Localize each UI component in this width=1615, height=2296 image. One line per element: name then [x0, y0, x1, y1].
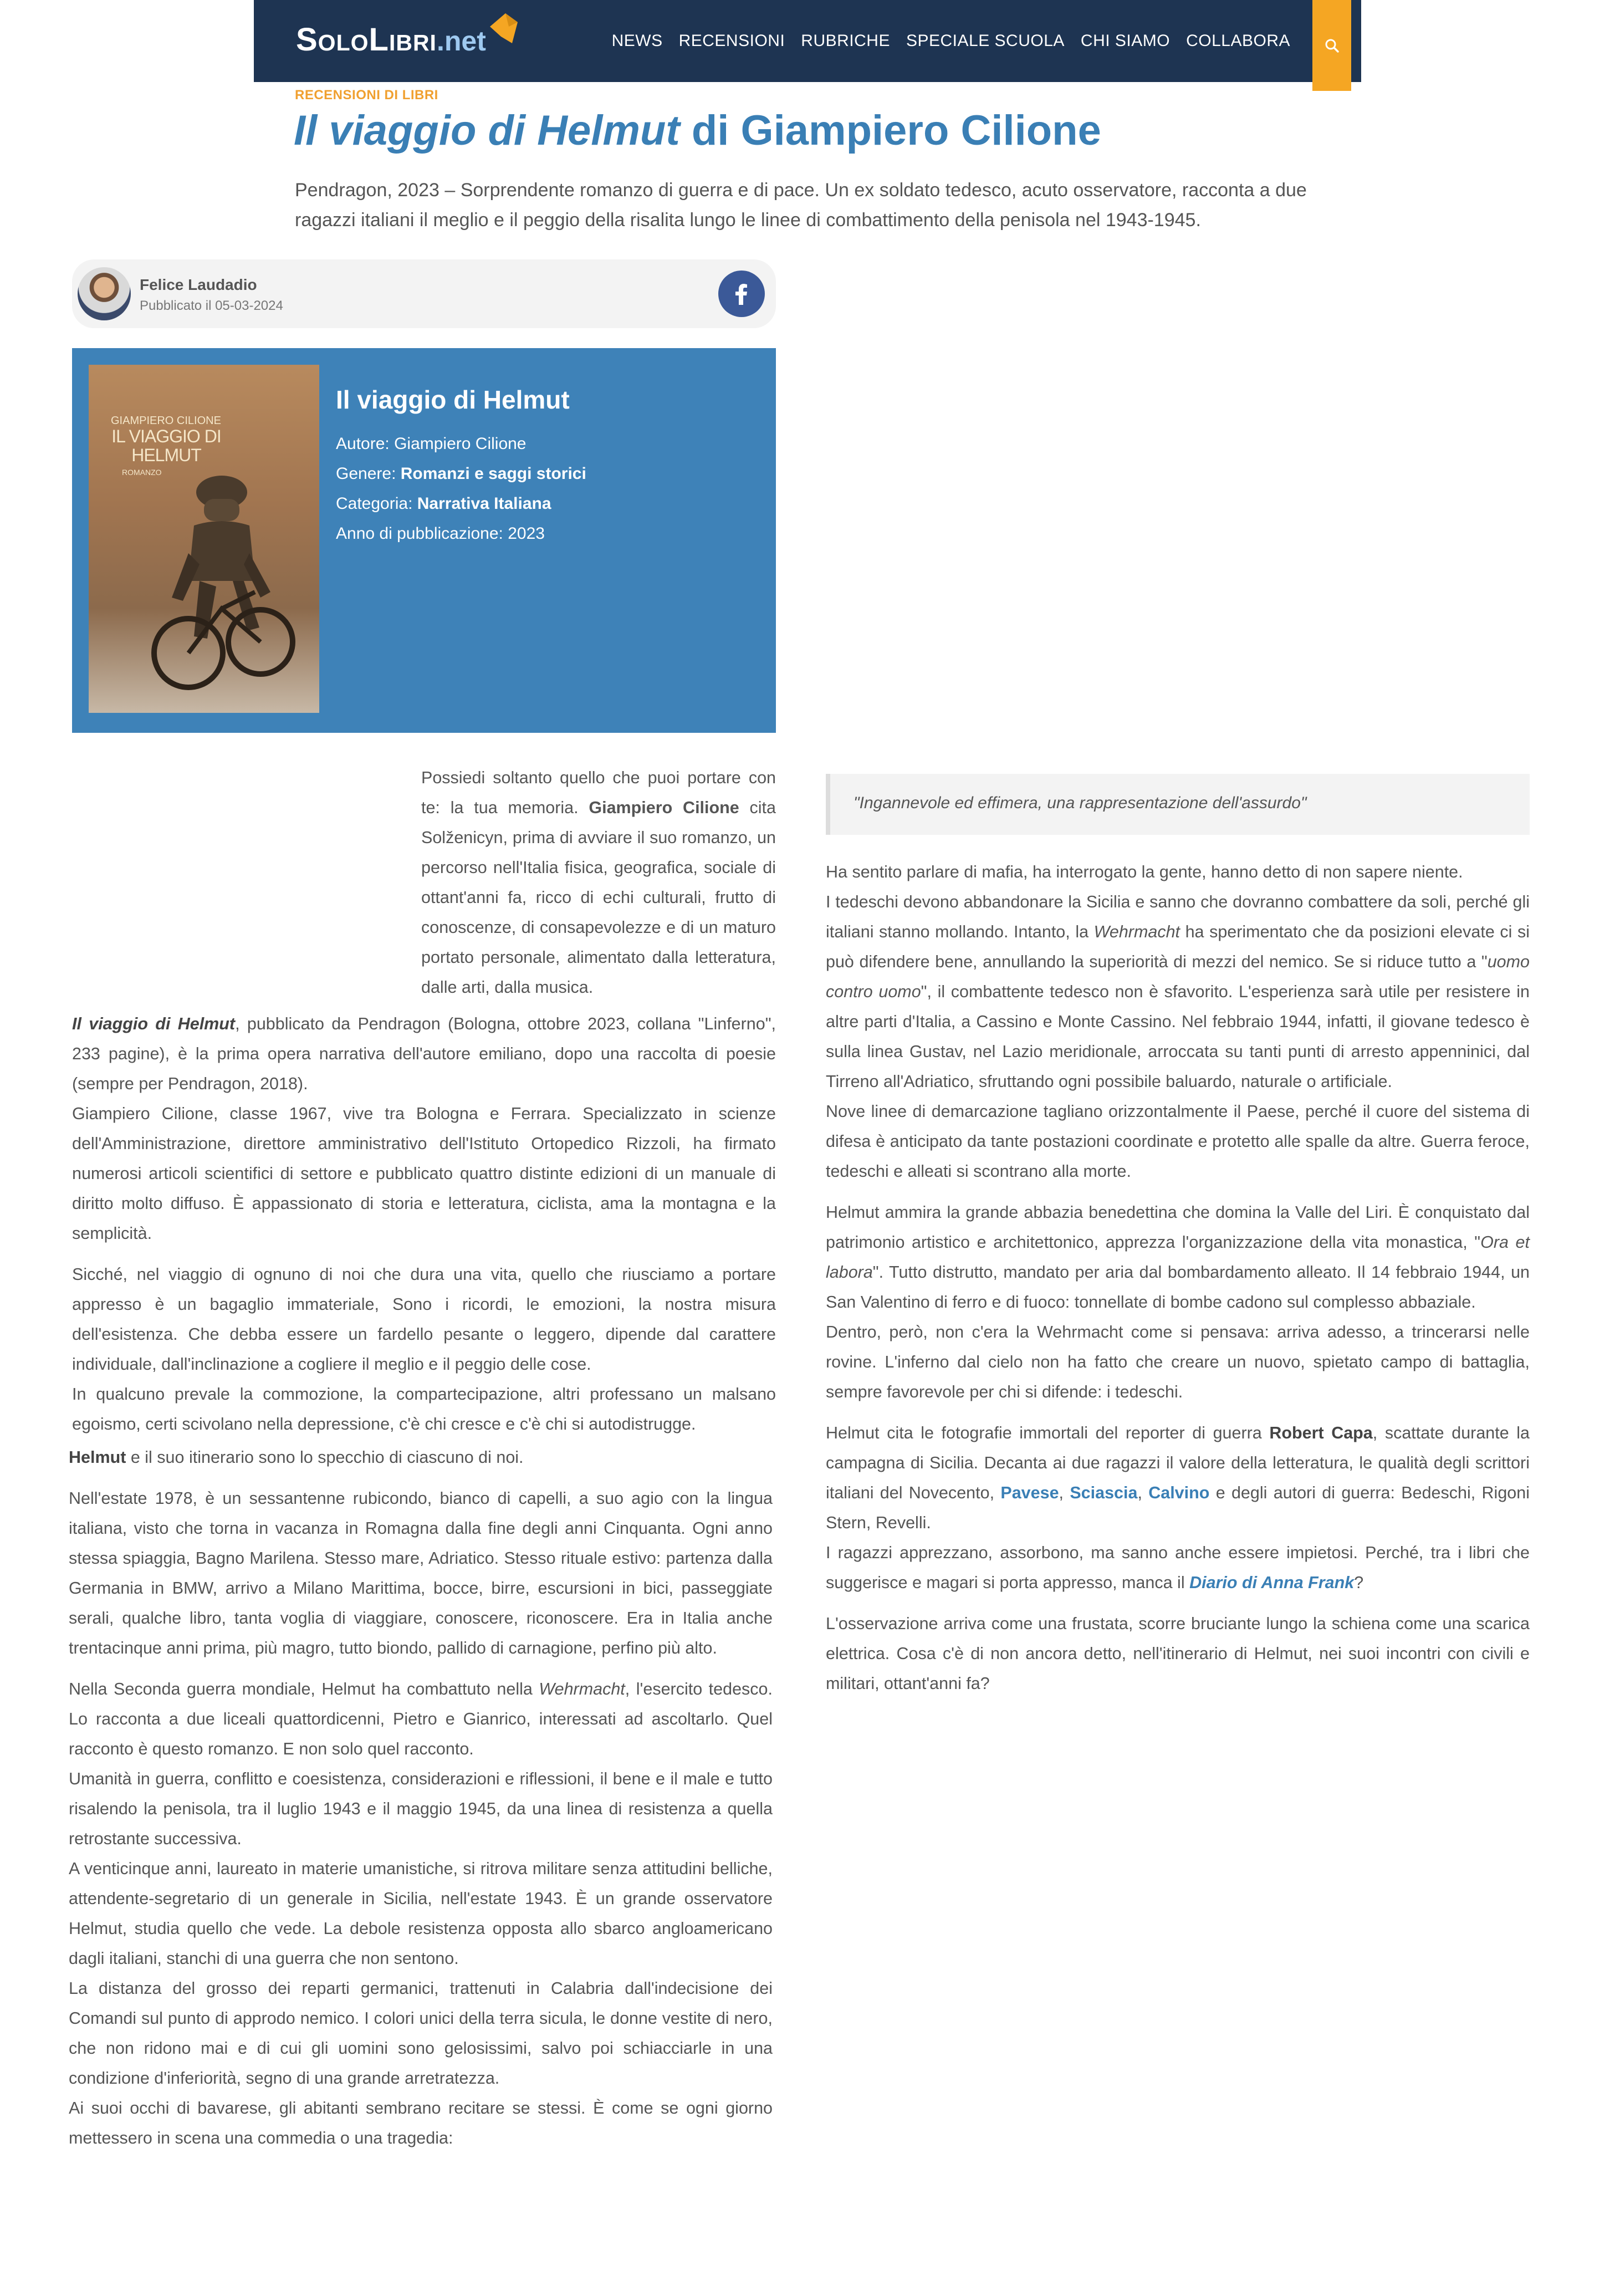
- paragraph: L'osservazione arriva come una frustata, scorre bruciante lungo la schiena come una scarica elettrica. Cosa c'è di non ancora detto, nell'itinerario di Helmut, nei suoi incontri con civili e militari, ottant'anni fa?: [826, 1614, 1530, 1693]
- paragraph-text: ", il combattente tedesco non è sfavorito. L'esperienza sarà utile per resistere in altre parti d'Italia, a Cassino e Monte Cassino. Nel febbraio 1944, infatti, il giovane tedesco è sulla linea Gustav, nel Lazio meridionale, arroccata su tanti punti di arresto appenninici, dal Tirreno all'Adriatico, sfruttando ogni possibile baluardo, naturale o artificiale.: [826, 982, 1530, 1091]
- paragraph-text: Nella Seconda guerra mondiale, Helmut ha combattuto nella: [69, 1680, 539, 1698]
- author-name[interactable]: Felice Laudadio: [140, 276, 257, 293]
- book-year-label: Anno di pubblicazione:: [336, 524, 508, 543]
- paragraph: [69, 1442, 773, 1472]
- nav-chi-siamo[interactable]: CHI SIAMO: [1080, 32, 1171, 50]
- nav-recensioni[interactable]: RECENSIONI: [678, 32, 785, 50]
- logo-text: SoloLibri: [296, 22, 437, 58]
- book-title: Il viaggio di Helmut: [336, 385, 570, 414]
- paragraph: In qualcuno prevale la commozione, la compartecipazione, altri professano un malsano egoismo, certi scivolano nella depressione, c'è chi cresce e c'è chi si autodistrugge.: [72, 1385, 776, 1433]
- paragraph: [826, 1418, 1530, 1538]
- site-header: [254, 0, 1361, 82]
- paragraph: [826, 887, 1530, 1096]
- paragraph-text: , l'esercito tedesco. Lo racconta a due liceali quattordicenni, Pietro e Gianrico, interessati ad ascoltarlo. Quel racconto è questo romanzo. E non solo quel racconto.: [69, 1680, 773, 1758]
- book-author[interactable]: Giampiero Cilione: [394, 435, 527, 453]
- logo-domain: .net: [436, 25, 486, 57]
- article-body-left-2: [69, 1442, 773, 2153]
- search-icon: [1324, 38, 1340, 53]
- book-logo-icon: [484, 10, 524, 50]
- paragraph-text: ,: [1137, 1483, 1149, 1502]
- intro-author-name: Giampiero Cilione: [589, 798, 739, 817]
- paragraph-text: ?: [1354, 1573, 1364, 1592]
- paragraph: Umanità in guerra, conflitto e coesistenza, considerazioni e riflessioni, il bene e il male e tutto risalendo la penisola, tra il luglio 1943 e il maggio 1945, da una linea di resistenza a quella retrostante successiva.: [69, 1769, 773, 1848]
- article-intro: [421, 763, 776, 1002]
- pavese-link[interactable]: Pavese: [1000, 1483, 1059, 1502]
- book-details: [336, 429, 586, 549]
- book-category-link[interactable]: Narrativa Italiana: [417, 494, 551, 513]
- book-genre-row: [336, 459, 586, 489]
- pull-quote: [826, 774, 1530, 835]
- sciascia-link[interactable]: Sciascia: [1070, 1483, 1138, 1502]
- intro-text-part: cita Solženicyn, prima di avviare il suo romanzo, un percorso nell'Italia fisica, geografica, sociale di ottant'anni fa, ricco di echi culturali, frutto di conoscenze, di consapevolezze e di un maturo portato personale, alimentato dalla letteratura, dalle arti, dalla musica.: [421, 798, 776, 997]
- paragraph-text: Helmut ammira la grande abbazia benedettina che domina la Valle del Liri. È conquistato dal patrimonio artistico e architettonico, apprezza l'organizzazione della vita monastica, ": [826, 1203, 1530, 1252]
- book-genre-label: Genere:: [336, 465, 401, 483]
- paragraph: [69, 1674, 773, 1764]
- quote-text: "Ingannevole ed effimera, una rappresentazione dell'assurdo": [854, 794, 1307, 812]
- cyclist-soldier-illustration: [139, 470, 305, 703]
- paragraph: Ha sentito parlare di mafia, ha interrogato la gente, hanno detto di non sapere niente.: [826, 863, 1463, 881]
- facebook-icon: [729, 282, 754, 306]
- paragraph: [72, 1009, 776, 1099]
- article-body-right: [826, 857, 1530, 1698]
- intro-text-part: Possiedi soltanto quello che puoi portare con te: la tua memoria.: [421, 768, 776, 817]
- paragraph-text: I ragazzi apprezzano, assorbono, ma sanno anche essere impietosi. Perché, tra i libri che suggerisce e magari si porta appresso, manca il: [826, 1543, 1530, 1592]
- paragraph: Nove linee di demarcazione tagliano orizzontalmente il Paese, perché il cuore del sistema di difesa è anticipato da tante postazioni coordinate e protetto alle spalle da altre. Guerra feroce, tedeschi e alleati si scontrano alla morte.: [826, 1102, 1530, 1181]
- main-nav: [596, 0, 1290, 82]
- wehrmacht-term: Wehrmacht: [539, 1680, 625, 1698]
- paragraph-text: ". Tutto distrutto, mandato per aria dal bombardamento alleato. Il 14 febbraio 1944, un San Valentino di ferro e di fuoco: tonnellate di bombe cadono sul complesso abbaziale.: [826, 1263, 1530, 1312]
- paragraph: [826, 1538, 1530, 1598]
- book-year: 2023: [508, 524, 545, 543]
- cover-tag: ROMANZO: [122, 468, 162, 477]
- paragraph: Ai suoi occhi di bavarese, gli abitanti sembrano recitare se stessi. È come se ogni giorno mettessero in scena una commedia o una tragedia:: [69, 2099, 773, 2147]
- title-author: di Giampiero Cilione: [679, 107, 1101, 154]
- paragraph: A venticinque anni, laureato in materie umanistiche, si ritrova militare senza attitudini belliche, attendente-segretario di un generale in Sicilia, nell'estate 1943. È un grande osservatore Helmut, studia quello che vede. La debole resistenza opposta allo sbarco angloamericano dagli italiani, stanchi di una guerra che non sentono.: [69, 1859, 773, 1968]
- paragraph: Sicché, nel viaggio di ognuno di noi che dura una vita, quello che riusciamo a portare appresso è un bagaglio immateriale, Sono i ricordi, le emozioni, la nostra misura dell'esistenza. Che debba essere un fardello pesante o leggero, dipende dal carattere individuale, dall'inclinazione a cogliere il meglio e il peggio delle cose.: [72, 1265, 776, 1374]
- paragraph-text: I tedeschi devono abbandonare la Sicilia e sanno che dovranno combattere da soli, perché gli italiani stanno mollando. Intanto, la: [826, 892, 1530, 941]
- cover-author: GIAMPIERO CILIONE: [111, 415, 221, 427]
- nav-news[interactable]: NEWS: [611, 32, 663, 50]
- paragraph-text: ha sperimentato che da posizioni elevate ci si può difendere bene, annullando la superiorità di mezzi del nemico. Se si riduce tutto a ": [826, 922, 1530, 971]
- paragraph: La distanza del grosso dei reparti germanici, trattenuti in Calabria dall'indecisione dei Comandi sul punto di approdo nemico. I colori unici della terra sicula, le donne vestite di nero, che non ridono mai e di cui gli uomini sono gelosissimi, salvo poi schiacciarle in una condizione d'inferiorità, segno di una grande arretratezza.: [69, 1979, 773, 2088]
- book-category-row: [336, 489, 586, 519]
- diario-anna-frank-link[interactable]: Diario di Anna Frank: [1189, 1573, 1355, 1592]
- paragraph: Dentro, però, non c'era la Wehrmacht come si pensava: arriva adesso, a trincerarsi nelle rovine. L'inferno dal cielo non ha fatto che creare un nuovo, spietato campo di battaglia, sempre favorevole per chi si difende: i tedeschi.: [826, 1323, 1530, 1401]
- paragraph: [826, 1197, 1530, 1317]
- facebook-share-button[interactable]: [718, 271, 765, 317]
- nav-speciale-scuola[interactable]: SPECIALE SCUOLA: [906, 32, 1065, 50]
- publish-date: Pubblicato il 05-03-2024: [140, 298, 283, 313]
- avatar[interactable]: [78, 267, 131, 320]
- paragraph-text: , pubblicato da Pendragon (Bologna, ottobre 2023, collana "Linferno", 233 pagine), è la prima opera narrativa dell'autore emiliano, dopo una raccolta di poesie (sempre per Pendragon, 2018).: [72, 1014, 776, 1093]
- paragraph-text: e degli autori di guerra: Bedeschi, Rigoni Stern, Revelli.: [826, 1483, 1530, 1532]
- quote-inline: uomo contro uomo: [826, 952, 1530, 1001]
- nav-collabora[interactable]: COLLABORA: [1186, 32, 1290, 50]
- book-author-label: Autore:: [336, 435, 395, 453]
- author-bar: [72, 259, 776, 328]
- book-cover[interactable]: [89, 365, 319, 713]
- article-category[interactable]: RECENSIONI DI LIBRI: [295, 88, 438, 103]
- paragraph-text: Helmut cita le fotografie immortali del reporter di guerra: [826, 1423, 1270, 1442]
- cover-title: IL VIAGGIO DI HELMUT: [111, 426, 221, 465]
- article-body-left: [72, 1009, 776, 1439]
- calvino-link[interactable]: Calvino: [1148, 1483, 1210, 1502]
- paragraph-text: , scattate durante la campagna di Sicilia. Decanta ai due ragazzi il valore della letteratura, le qualità degli scrittori italiani del Novecento,: [826, 1423, 1530, 1502]
- paragraph: Nell'estate 1978, è un sessantenne rubicondo, bianco di capelli, a suo agio con la lingua italiana, visto che torna in vacanza in Romagna dalla fine degli anni Cinquanta. Ogni anno stessa spiaggia, Bagno Marilena. Stesso mare, Adriatico. Stesso rituale estivo: partenza dalla Germania in BMW, arrivo a Milano Marittima, bocce, birre, escursioni in bici, passeggiate serali, qualche libro, tanta voglia di viaggiare, conoscere, riconoscere. Era in Italia anche trentacinque anni prima, più magro, tutto biondo, pallido di carnagione, perfino più alto.: [69, 1489, 773, 1657]
- book-genre-link[interactable]: Romanzi e saggi storici: [400, 465, 586, 483]
- search-button[interactable]: [1312, 0, 1351, 91]
- paragraph: Giampiero Cilione, classe 1967, vive tra Bologna e Ferrara. Specializzato in scienze dell'Amministrazione, direttore amministrativo dell'Istituto Ortopedico Rizzoli, ha firmato numerosi articoli scientifici di settore e pubblicato quattro distinte edizioni di un manuale di diritto molto diffuso. È appassionato di storia e letteratura, ciclista, ama la montagna e la semplicità.: [72, 1104, 776, 1243]
- helmut-name: Helmut: [69, 1448, 126, 1467]
- page-title: [294, 106, 1101, 155]
- robert-capa-name: Robert Capa: [1269, 1423, 1373, 1442]
- paragraph-text: ,: [1059, 1483, 1070, 1502]
- article-subtitle: Pendragon, 2023 – Sorprendente romanzo di guerra e di pace. Un ex soldato tedesco, acuto osservatore, racconta a due ragazzi italiani il meglio e il peggio della risalita lungo le linee di combattimento della penisola nel 1943-1945.: [295, 180, 1307, 231]
- nav-rubriche[interactable]: RUBRICHE: [801, 32, 890, 50]
- book-year-row: [336, 519, 586, 549]
- wehrmacht-term: Wehrmacht: [1093, 922, 1180, 941]
- book-category-label: Categoria:: [336, 494, 417, 513]
- paragraph-text: e il suo itinerario sono lo specchio di ciascuno di noi.: [126, 1448, 524, 1467]
- title-book-name: Il viaggio di Helmut: [294, 107, 680, 154]
- motto-inline: Ora et labora: [826, 1233, 1530, 1282]
- book-title-inline: Il viaggio di Helmut: [72, 1014, 236, 1033]
- book-info-card: [72, 348, 776, 733]
- book-author-row: [336, 429, 586, 459]
- site-logo[interactable]: [296, 21, 486, 65]
